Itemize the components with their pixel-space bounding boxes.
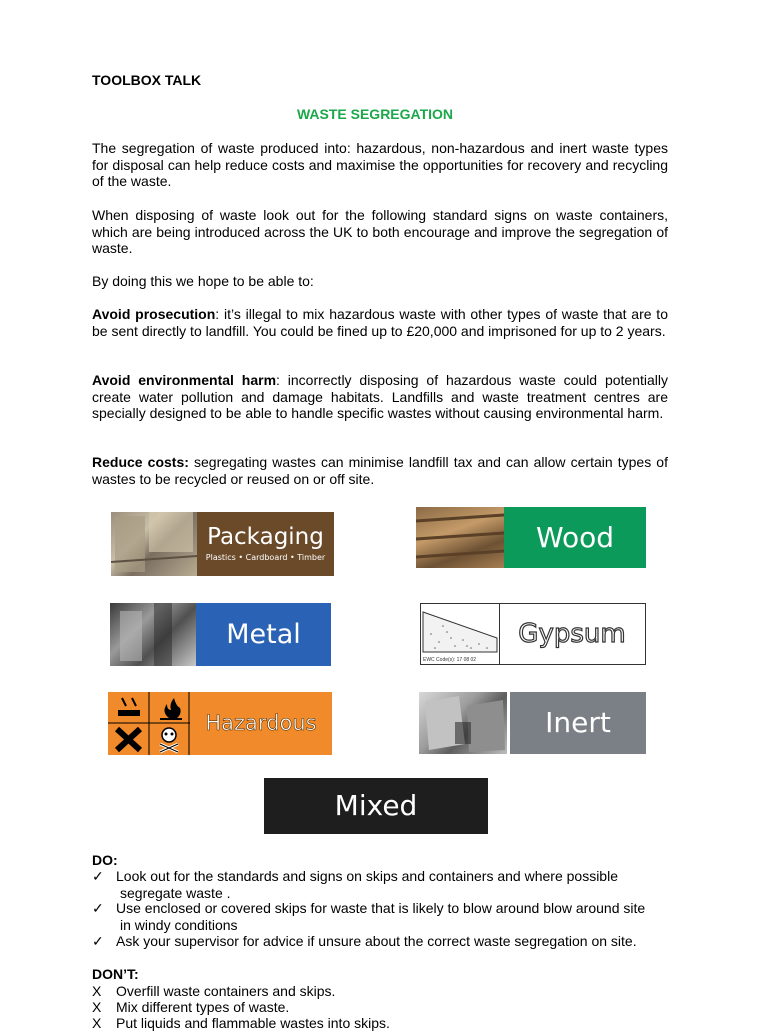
metal-photo-art	[110, 603, 196, 666]
gypsum-illustration	[421, 604, 500, 664]
sign-label: Mixed	[334, 789, 418, 822]
sign-sublabel: Plastics • Cardboard • Timber	[205, 553, 326, 562]
dont-item	[92, 999, 692, 1016]
x-mark-icon: X	[92, 1015, 102, 1031]
metal-label-area	[196, 603, 331, 666]
gypsum-label-area	[499, 604, 645, 664]
do-item-line2: segregate waste .	[120, 884, 231, 901]
point-avoid-environmental-harm	[92, 372, 668, 422]
do-title: DO:	[92, 852, 118, 868]
point-label: Avoid environmental harm	[92, 372, 277, 388]
sign-label: Gypsum	[518, 619, 626, 649]
point-label: Reduce costs:	[92, 454, 189, 470]
gypsum-board-art	[421, 604, 499, 664]
dont-item-text: Mix different types of waste.	[116, 999, 290, 1015]
corrosive-icon	[118, 698, 140, 716]
checkmark-icon: ✓	[92, 868, 104, 884]
intro-paragraph-2: When disposing of waste look out for the following standard signs on waste containers, which are being introduced across the UK to both encourage and improve the segregation of waste.	[92, 207, 668, 256]
checkmark-icon: ✓	[92, 900, 104, 916]
point-reduce-costs	[92, 454, 668, 487]
flame-icon	[160, 698, 182, 720]
do-item-line1: Look out for the standards and signs on skips and containers and where possible	[116, 868, 618, 884]
do-item-line1: Use enclosed or covered skips for waste that is likely to blow around blow around site	[116, 900, 646, 916]
harmful-x-icon	[117, 729, 140, 750]
dont-item	[92, 1015, 692, 1032]
dont-item	[92, 983, 692, 1000]
x-mark-icon: X	[92, 999, 102, 1015]
inert-photo	[419, 692, 507, 754]
do-item-line2: in windy conditions	[120, 916, 238, 933]
sign-label: Hazardous	[205, 711, 317, 735]
packaging-photo-art	[111, 512, 197, 576]
mixed-label-area	[264, 778, 488, 834]
do-item	[92, 933, 692, 950]
wood-photo	[416, 507, 504, 568]
metal-photo	[110, 603, 196, 666]
sign-packaging	[111, 512, 334, 576]
packaging-label-area	[197, 512, 334, 576]
gypsum-ewc-code: EWC Code(s): 17 08 02	[423, 657, 477, 663]
sign-label: Wood	[535, 520, 615, 554]
point-text: : it’s illegal to mix hazardous waste with other types of waste that are to be sent directly to landfill. You could be fined up to £20,000 and imprisoned for up to 2 years.	[92, 306, 668, 339]
point-label: Avoid prosecution	[92, 306, 216, 322]
hazard-symbols	[108, 692, 190, 755]
point-avoid-prosecution	[92, 306, 668, 339]
do-item	[92, 868, 692, 901]
sign-metal	[110, 603, 331, 666]
checkmark-icon: ✓	[92, 933, 104, 949]
packaging-photo	[111, 512, 197, 576]
hazard-symbols-art	[108, 692, 190, 755]
dont-title: DON’T:	[92, 966, 139, 982]
sign-hazardous	[108, 692, 332, 755]
wood-photo-art	[416, 507, 504, 568]
do-item	[92, 900, 692, 933]
point-text: : incorrectly disposing of hazardous waste could potentially create water pollution and damage habitats. Landfills and waste treatment centres are specially designed to be able to handle specific wastes without causing environmental harm.	[92, 372, 668, 421]
sign-label: Metal	[226, 619, 301, 650]
hazardous-label-area	[190, 692, 332, 755]
skull-icon	[160, 728, 178, 752]
inert-label-area	[507, 692, 646, 754]
point-text: segregating wastes can minimise landfill tax and can allow certain types of wastes to be recycled or reused on or off site.	[92, 454, 668, 487]
wood-label-area	[504, 507, 646, 568]
sign-mixed	[264, 778, 488, 834]
sign-wood	[416, 507, 646, 568]
sign-inert	[419, 692, 646, 754]
sign-gypsum	[420, 603, 646, 665]
document-heading: TOOLBOX TALK	[92, 72, 202, 88]
document-title: WASTE SEGREGATION	[296, 106, 454, 122]
x-mark-icon: X	[92, 983, 102, 999]
inert-photo-art	[419, 692, 507, 754]
sign-label: Packaging	[207, 524, 324, 550]
dont-item-text: Overfill waste containers and skips.	[116, 983, 336, 999]
intro-paragraph-3: By doing this we hope to be able to:	[92, 273, 314, 289]
intro-paragraph-1: The segregation of waste produced into: hazardous, non-hazardous and inert waste types for disposal can help reduce costs and maximise the opportunities for recovery and recycling of the waste.	[92, 140, 668, 189]
do-item-line1: Ask your supervisor for advice if unsure about the correct waste segregation on site.	[116, 933, 637, 949]
sign-label: Inert	[545, 706, 611, 739]
dont-item-text: Put liquids and flammable wastes into skips.	[116, 1015, 390, 1031]
